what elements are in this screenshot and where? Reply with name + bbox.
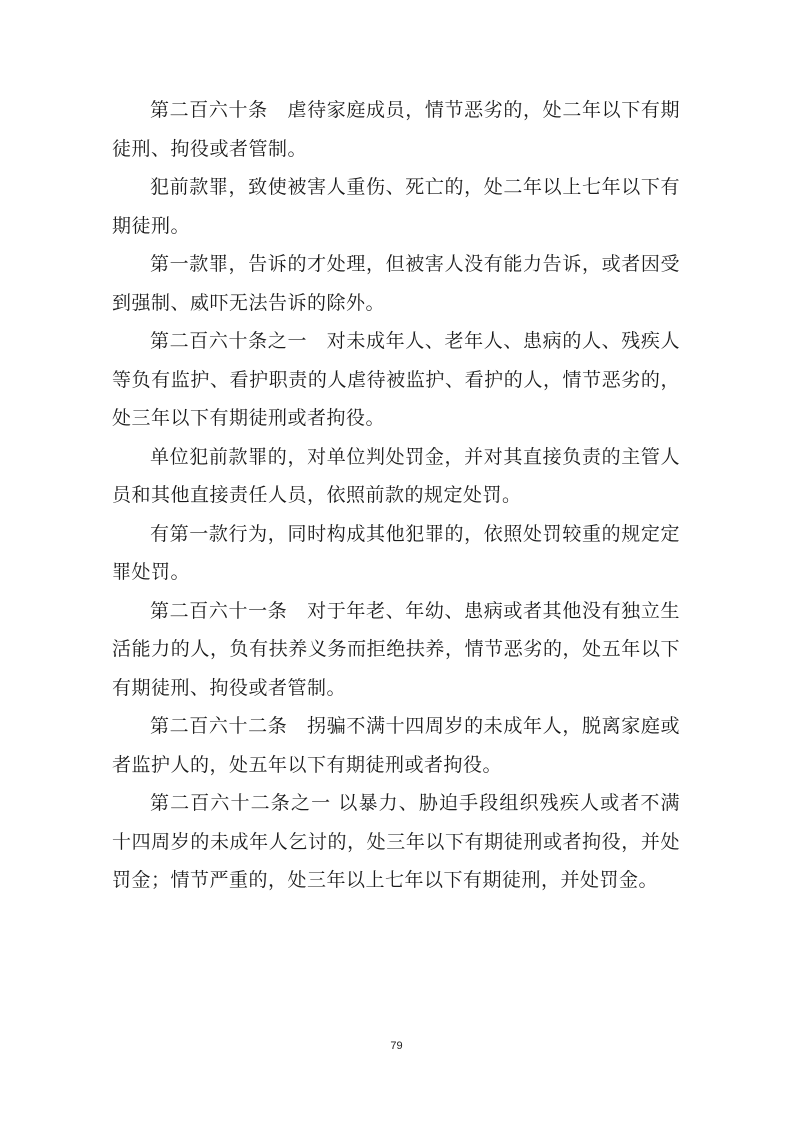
document-body — [112, 91, 680, 900]
paragraph-article-260-clause-3: 第一款罪，告诉的才处理，但被害人没有能力告诉，或者因受到强制、威吓无法告诉的除外。 — [112, 253, 680, 314]
paragraph-article-260-clause-2: 犯前款罪，致使被害人重伤、死亡的，处二年以上七年以下有期徒刑。 — [112, 176, 680, 237]
paragraph-article-260-1-clause-3: 有第一款行为，同时构成其他犯罪的，依照处罚较重的规定定罪处罚。 — [112, 522, 680, 583]
paragraph-article-262-1: 第二百六十二条之一 以暴力、胁迫手段组织残疾人或者不满十四周岁的未成年人乞讨的，处三年以下有期徒刑或者拘役，并处罚金；情节严重的，处三年以上七年以下有期徒刑，并处罚金。 — [112, 792, 680, 891]
paragraph-article-260-1: 第二百六十条之一 对未成年人、老年人、患病的人、残疾人等负有监护、看护职责的人虐待被监护、看护的人，情节恶劣的，处三年以下有期徒刑或者拘役。 — [112, 330, 680, 429]
paragraph-article-260-1-clause-2: 单位犯前款罪的，对单位判处罚金，并对其直接负责的主管人员和其他直接责任人员，依照前款的规定处罚。 — [112, 445, 680, 506]
paragraph-article-261: 第二百六十一条 对于年老、年幼、患病或者其他没有独立生活能力的人，负有扶养义务而拒绝扶养，情节恶劣的，处五年以下有期徒刑、拘役或者管制。 — [112, 599, 680, 699]
page-number: 79 — [390, 1040, 403, 1052]
paragraph-article-262: 第二百六十二条 拐骗不满十四周岁的未成年人，脱离家庭或者监护人的，处五年以下有期徒刑或者拘役。 — [112, 715, 680, 776]
paragraph-article-260: 第二百六十条 虐待家庭成员，情节恶劣的，处二年以下有期徒刑、拘役或者管制。 — [112, 99, 680, 160]
